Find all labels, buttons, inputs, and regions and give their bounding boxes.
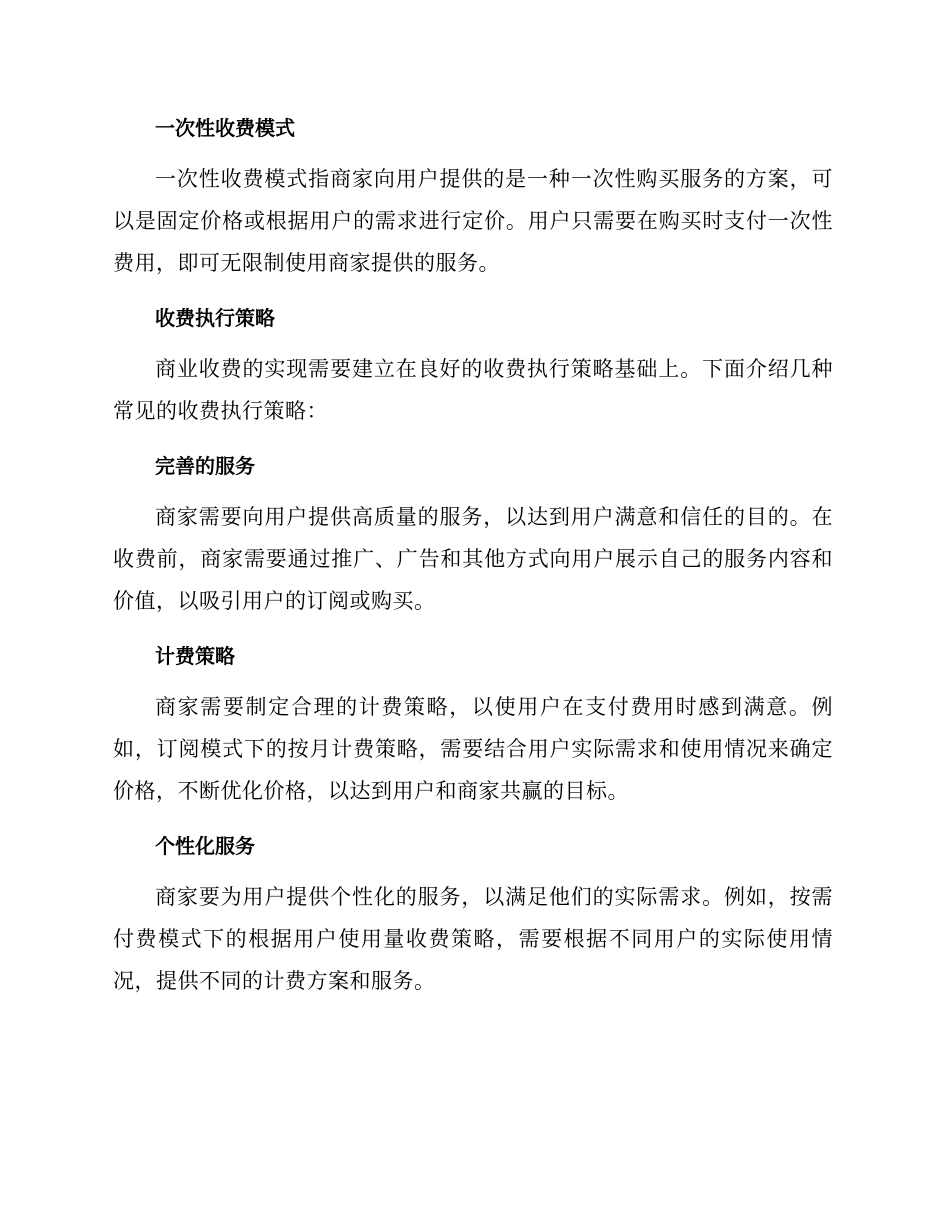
section-heading-complete-service: 完善的服务 (155, 454, 255, 478)
section-heading-billing-strategy: 计费策略 (155, 644, 235, 668)
section-heading-one-time-fee: 一次性收费模式 (155, 116, 295, 140)
document-content (113, 108, 833, 1002)
section-body-complete-service: 商家需要向用户提供高质量的服务，以达到用户满意和信任的目的。在收费前，商家需要通过推广、广告和其他方式向用户展示自己的服务内容和价值，以吸引用户的订阅或购买。 (113, 505, 833, 613)
section-heading-execution-strategy: 收费执行策略 (155, 306, 275, 330)
section-body-billing-strategy: 商家需要制定合理的计费策略，以使用户在支付费用时感到满意。例如，订阅模式下的按月计费策略，需要结合用户实际需求和使用情况来确定价格，不断优化价格，以达到用户和商家共赢的目标。 (113, 695, 833, 803)
section-body-one-time-fee: 一次性收费模式指商家向用户提供的是一种一次性购买服务的方案，可以是固定价格或根据用户的需求进行定价。用户只需要在购买时支付一次性费用，即可无限制使用商家提供的服务。 (113, 167, 833, 275)
section-body-personalized-service: 商家要为用户提供个性化的服务，以满足他们的实际需求。例如，按需付费模式下的根据用户使用量收费策略，需要根据不同用户的实际使用情况，提供不同的计费方案和服务。 (113, 885, 833, 993)
section-body-execution-strategy: 商业收费的实现需要建立在良好的收费执行策略基础上。下面介绍几种常见的收费执行策略： (113, 357, 833, 423)
section-heading-personalized-service: 个性化服务 (155, 834, 255, 858)
